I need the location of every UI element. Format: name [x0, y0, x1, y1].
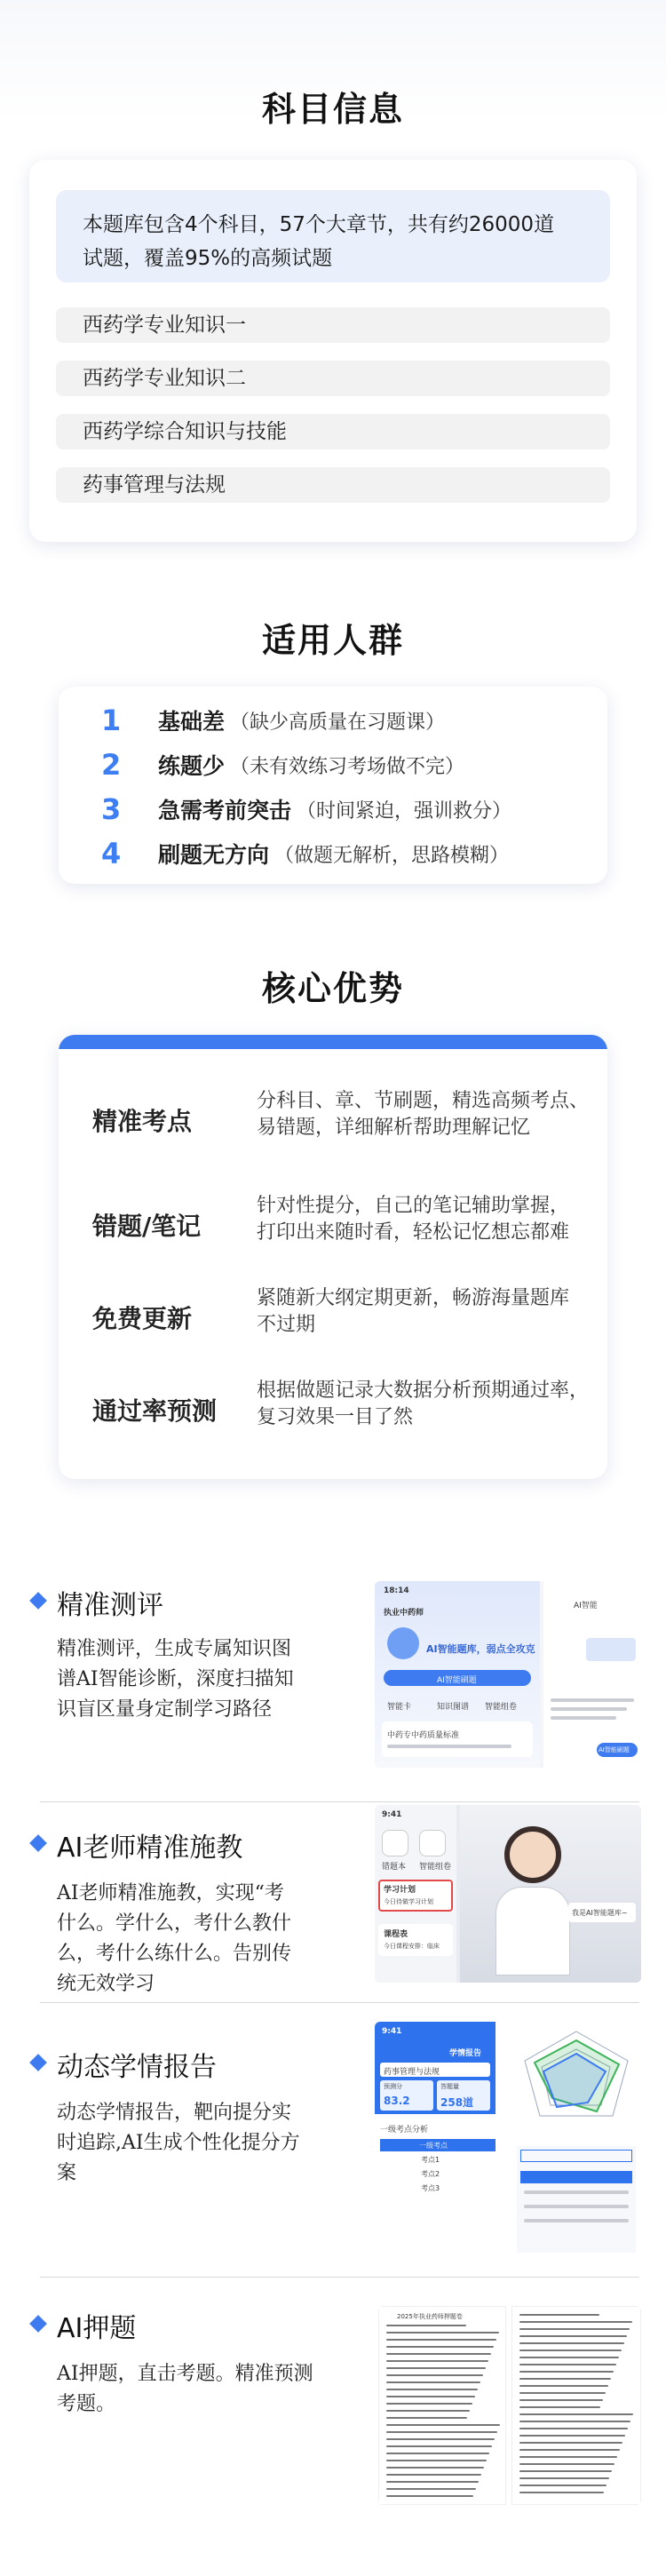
- exam-text-line: [519, 2399, 603, 2401]
- exam-text-line: [519, 2406, 600, 2408]
- exam-text-line: [519, 2328, 630, 2330]
- exam-text-line: [386, 2367, 486, 2369]
- exam-text-line: [386, 2431, 497, 2433]
- exam-text-line: [386, 2495, 473, 2497]
- score-label: 预测分: [384, 2083, 402, 2090]
- advantage-desc-line: 打印出来随时看，轻松记忆想忘都难: [257, 1221, 570, 1244]
- feature-desc-line: AI老师精准施教，实现“考: [57, 1882, 284, 1904]
- audience-item: [101, 836, 599, 871]
- plan-sub: 今日待做学习计划: [384, 1898, 433, 1905]
- feature-title: AI老师精准施教: [57, 1833, 243, 1864]
- dropdown-select[interactable]: [520, 2150, 632, 2162]
- diamond-bullet-icon: [29, 2315, 47, 2333]
- advantages-title: 核心优势: [261, 969, 404, 1008]
- subject-tab-label: 药事管理与法规: [384, 2068, 440, 2077]
- predict-screenshot: [378, 2306, 641, 2505]
- exam-text-line: [519, 2314, 599, 2316]
- feature-desc-line: 动态学情报告，靶向提分实: [57, 2102, 292, 2124]
- report-header: [375, 2022, 496, 2114]
- subject-item[interactable]: 药事管理与法规: [56, 467, 610, 503]
- audience-main: 刷题无方向: [158, 842, 270, 868]
- exam-text-line: [386, 2453, 489, 2454]
- exam-text-line: [386, 2488, 476, 2490]
- exam-text-line: [519, 2463, 614, 2465]
- exam-text-line: [519, 2492, 604, 2493]
- teacher-avatar-icon: [504, 1826, 561, 1883]
- speech-text: 我是AI智能题库~: [572, 1909, 628, 1917]
- app-title: 执业中药师: [384, 1609, 424, 1618]
- audience-number: 1: [101, 704, 122, 737]
- course-title: 中药专中药质量标准: [387, 1731, 460, 1740]
- table-line: [524, 2219, 629, 2222]
- advantage-desc-line: 根据做题记录大数据分析预期通过率，: [257, 1379, 590, 1402]
- exam-text-line: [519, 2385, 608, 2387]
- section-label: 一级考点分析: [380, 2126, 429, 2135]
- advantage-desc-line: 易错题，详细解析帮助理解记忆: [257, 1117, 531, 1139]
- audience-number: 4: [101, 837, 122, 871]
- feature-desc-line: 识盲区量身定制学习路径: [57, 1698, 273, 1721]
- feature-desc-line: 案: [57, 2162, 77, 2184]
- advantages-card: [59, 1035, 607, 1479]
- exam-page-left: [378, 2306, 506, 2505]
- advantage-name: 精准考点: [92, 1107, 193, 1136]
- advantage-row: [92, 1376, 590, 1438]
- section-divider: [40, 2277, 639, 2278]
- chat-line: [551, 1698, 634, 1702]
- audience-main: 练题少: [158, 753, 226, 779]
- feature-title: 精准测评: [57, 1590, 163, 1621]
- exam-text-line: [386, 2381, 480, 2383]
- report-table-panel: [517, 2146, 636, 2253]
- feature-desc: [57, 2359, 359, 2420]
- teacher-scene: [460, 1805, 641, 1983]
- exam-text-line: [519, 2421, 630, 2422]
- teacher-screenshot: [375, 1805, 641, 1983]
- exam-text-line: [519, 2378, 611, 2380]
- table-line: [524, 2190, 629, 2194]
- subject-item[interactable]: 西药学专业知识一: [56, 307, 610, 343]
- robot-icon: [387, 1627, 419, 1659]
- feature-desc-line: 统无效学习: [57, 1973, 155, 1995]
- ai-title: AI智能题库，弱点全攻克: [426, 1643, 535, 1655]
- subject-item[interactable]: 西药学专业知识二: [56, 361, 610, 396]
- advantage-name: 免费更新: [92, 1304, 193, 1333]
- exam-text-line: [519, 2470, 612, 2472]
- feature-desc-line: AI押题，直击考题。精准预测: [57, 2363, 313, 2385]
- diamond-bullet-icon: [29, 1592, 47, 1610]
- audience-item: [101, 791, 599, 827]
- advantage-row: [92, 1191, 590, 1253]
- exam-text-line: [386, 2445, 492, 2447]
- section-divider: [40, 2002, 639, 2003]
- card-accent-bar: [59, 1035, 607, 1049]
- chip-label[interactable]: 智能组卷: [485, 1703, 518, 1712]
- feature-title: AI押题: [57, 2313, 137, 2344]
- table-header: 一级考点: [419, 2142, 448, 2150]
- subject-item[interactable]: 西药学综合知识与技能: [56, 414, 610, 449]
- exam-text-line: [386, 2325, 466, 2326]
- advantage-name: 通过率预测: [92, 1396, 218, 1426]
- exam-text-line: [519, 2349, 622, 2351]
- exam-text-line: [386, 2474, 481, 2476]
- chat-line: [551, 1707, 627, 1711]
- table-row[interactable]: 考点3: [421, 2184, 440, 2192]
- exam-page-right: [511, 2306, 641, 2505]
- eval-screenshot: [375, 1581, 641, 1768]
- ai-start-label: AI智能刷题: [437, 1676, 477, 1685]
- report-screenshot: [375, 2022, 641, 2262]
- feature-title: 动态学情报告: [57, 2052, 217, 2083]
- exam-text-line: [519, 2357, 619, 2358]
- exam-text-line: [519, 2456, 617, 2458]
- exam-text-line: [386, 2360, 488, 2362]
- audience-note: （未有效练习考场做不完）: [230, 755, 465, 778]
- exam-text-line: [386, 2374, 483, 2376]
- progress-line: [387, 1745, 511, 1748]
- feature-desc-line: 么，考什么练什么。告别传: [57, 1943, 292, 1965]
- exam-text-line: [519, 2477, 609, 2479]
- exam-text-line: [386, 2467, 484, 2469]
- advantage-desc-line: 复习效果一目了然: [257, 1406, 414, 1428]
- exam-text-line: [519, 2321, 632, 2323]
- radar-chart-icon: [517, 2027, 636, 2125]
- score-value: 83.2: [384, 2095, 410, 2107]
- report-title: 学情报告: [449, 2049, 482, 2058]
- advantage-name: 错题/笔记: [92, 1212, 202, 1241]
- intro-line-2: 试题，覆盖95%的高频试题: [83, 247, 333, 270]
- audience-main: 基础差: [158, 709, 226, 735]
- feature-desc-line: 时追踪,AI生成个性化提分方: [57, 2132, 300, 2154]
- advantage-desc-line: 不过期: [257, 1314, 316, 1336]
- advantage-desc-line: 针对性提分，自己的笔记辅助掌握，: [257, 1195, 570, 1217]
- advantage-row: [92, 1284, 590, 1346]
- teacher-phone: [375, 1805, 456, 1983]
- chat-bubble: [586, 1638, 636, 1661]
- table-row[interactable]: 考点2: [421, 2170, 440, 2178]
- feature-desc-line: 考题。: [57, 2393, 116, 2415]
- status-time: 9:41: [382, 2027, 402, 2036]
- exam-text-line: [519, 2449, 620, 2451]
- exam-text-line: [386, 2438, 495, 2440]
- exam-text-line: [386, 2410, 470, 2412]
- advantage-desc: [257, 1088, 599, 1141]
- plan-label: 学习计划: [384, 1886, 416, 1895]
- course-label: 课程表: [384, 1930, 408, 1939]
- exam-text-line: [386, 2339, 496, 2341]
- icon-label: 错题本: [382, 1863, 407, 1872]
- exam-text-line: [386, 2460, 487, 2461]
- chat-header: AI智能: [574, 1602, 598, 1610]
- advantage-desc: [257, 1378, 599, 1431]
- status-time: 18:14: [384, 1586, 409, 1595]
- exam-text-line: [386, 2353, 491, 2355]
- chat-line: [551, 1716, 616, 1720]
- teacher-body-icon: [496, 1887, 570, 1976]
- exam-text-line: [519, 2335, 627, 2337]
- advantage-desc-line: 分科目、章、节刷题，精选高频考点、: [257, 1090, 590, 1112]
- audience-note: （时间紧迫，强训救分）: [297, 799, 512, 823]
- chip-label[interactable]: 智能卡: [387, 1703, 412, 1712]
- subjects-intro: [56, 190, 610, 282]
- feature-desc-line: 什么。学什么，考什么教什: [57, 1912, 292, 1935]
- subjects-title: 科目信息: [261, 90, 404, 129]
- count-label: 答题量: [440, 2083, 459, 2090]
- exam-text-line: [386, 2424, 500, 2426]
- feature-desc-line: 谱AI智能诊断，深度扫描知: [57, 1668, 294, 1690]
- audience-note: （做题无解析，思路模糊）: [274, 844, 510, 867]
- exam-text-line: [386, 2346, 494, 2348]
- status-time: 9:41: [382, 1810, 402, 1819]
- wrong-book-icon[interactable]: [382, 1830, 408, 1856]
- exam-text-line: [386, 2396, 475, 2397]
- exam-text-line: [386, 2403, 472, 2405]
- advantage-desc: [257, 1285, 599, 1339]
- eval-chat-panel: [543, 1581, 641, 1768]
- exam-text-line: [519, 2371, 614, 2373]
- chip-label[interactable]: 知识图谱: [437, 1703, 470, 1712]
- exam-text-line: [386, 2481, 479, 2483]
- exam-text-line: [519, 2342, 624, 2344]
- exam-text-line: [386, 2389, 478, 2390]
- exam-text-line: [519, 2392, 606, 2394]
- audience-number: 2: [101, 748, 122, 782]
- feature-desc: [57, 1634, 359, 1725]
- advantage-row: [92, 1086, 590, 1149]
- exam-text-line: [519, 2435, 625, 2437]
- audience-item: [101, 747, 599, 783]
- advantage-desc-line: 紧随新大纲定期更新，畅游海量题库: [257, 1287, 570, 1309]
- count-value: 258道: [440, 2096, 474, 2109]
- table-row[interactable]: 考点1: [421, 2156, 440, 2164]
- audience-note: （缺少高质量在习题课）: [230, 711, 446, 734]
- icon-label: 智能组卷: [419, 1863, 452, 1872]
- exam-text-line: [386, 2332, 499, 2334]
- exam-text-line: [519, 2485, 607, 2486]
- exam-text-line: [519, 2364, 616, 2365]
- audience-title: 适用人群: [261, 621, 404, 660]
- chat-action-label: AI智能刷题: [599, 1746, 630, 1753]
- table-line: [524, 2205, 629, 2208]
- exam-text-line: [519, 2428, 628, 2429]
- exam-text-line: [519, 2442, 622, 2444]
- doc-title: 2025年执业药师押题卷: [397, 2313, 463, 2320]
- table-header-bar: [520, 2171, 632, 2183]
- feature-desc-line: 精准测评，生成专属知识图: [57, 1638, 292, 1660]
- feature-desc: [57, 2098, 359, 2189]
- intro-line-1: 本题库包含4个科目，57个大章节，共有约26000道: [83, 213, 555, 236]
- audience-main: 急需考前突击: [158, 798, 292, 823]
- audience-item: [101, 703, 599, 738]
- audience-number: 3: [101, 792, 122, 826]
- course-sub: 今日课程安排：临床: [384, 1943, 440, 1950]
- exam-text-line: [386, 2417, 467, 2419]
- diamond-bullet-icon: [29, 2054, 47, 2071]
- smart-paper-icon[interactable]: [419, 1830, 446, 1856]
- exam-text-line: [519, 2413, 633, 2415]
- section-divider: [40, 1801, 639, 1802]
- feature-desc: [57, 1879, 359, 2000]
- subjects-card: [29, 160, 637, 542]
- eval-phone: [375, 1581, 540, 1768]
- diamond-bullet-icon: [29, 1834, 47, 1852]
- audience-card: [59, 687, 607, 884]
- advantage-desc: [257, 1193, 599, 1246]
